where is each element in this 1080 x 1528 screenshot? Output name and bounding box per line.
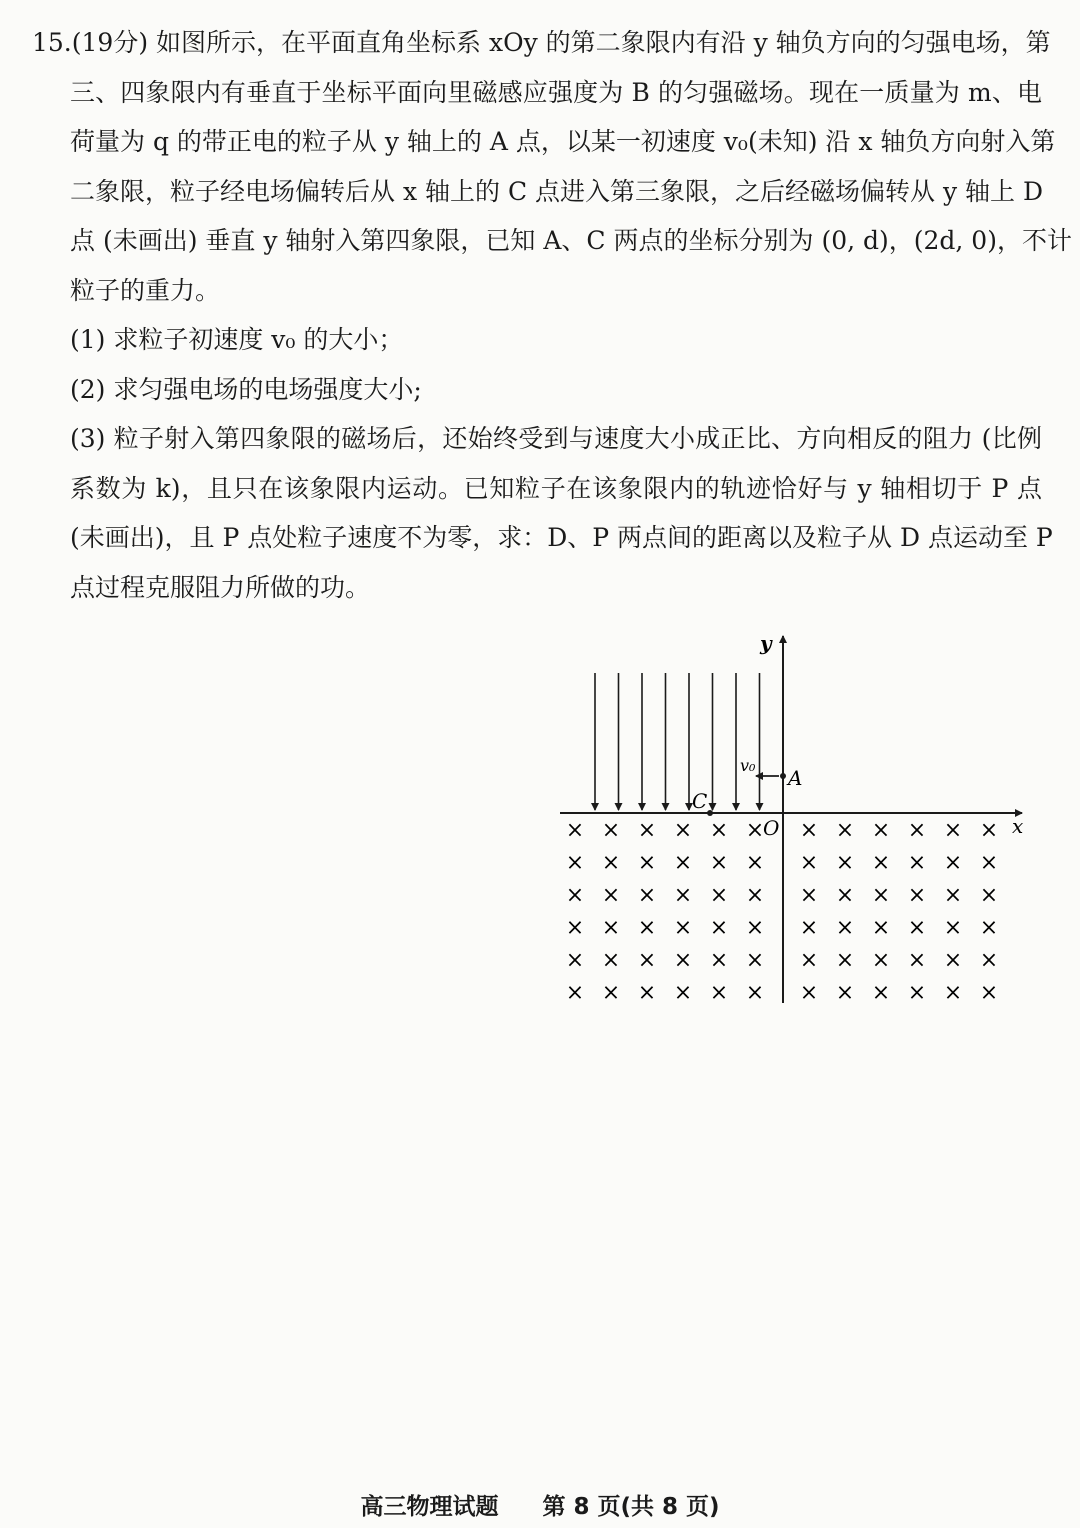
physics-figure [550,628,1040,1008]
bfield-cross-mark: × [871,850,891,876]
question-line-3: 荷量为 q 的带正电的粒子从 y 轴上的 A 点，以某一初速度 v₀(未知) 沿 x 轴负方向射入第 [70,127,1056,156]
point-c-label: C [692,789,708,813]
bfield-cross-mark: × [565,818,585,843]
question-line-1 [32,18,1051,68]
bfield-cross-mark: × [979,948,999,973]
bfield-cross-mark: × [637,915,657,941]
bfield-cross-mark: × [943,850,963,876]
bfield-cross-mark: × [709,850,729,876]
bfield-cross-mark: × [565,980,585,1006]
sub-question-3-line: (未画出)，且 P 点处粒子速度不为零，求：D、P 两点间的距离以及粒子从 D 点运动至 P [70,523,1053,552]
velocity-label: v₀ [740,756,756,775]
question-score: (19分) [71,28,149,57]
bfield-cross-mark: × [871,915,891,941]
bfield-cross-mark: × [835,850,855,876]
bfield-cross-mark: × [979,980,999,1006]
bfield-cross-mark: × [907,915,927,941]
coordinate-diagram [550,628,1040,1008]
bfield-cross-mark: × [565,883,585,908]
question-line-4: 二象限，粒子经电场偏转后从 x 轴上的 C 点进入第三象限，之后经磁场偏转从 y 轴上 D [70,176,1044,206]
bfield-cross-mark: × [673,883,693,908]
question-line-5: 点 (未画出) 垂直 y 轴射入第四象限，已知 A、C 两点的坐标分别为 (0, d)，(2d, 0)，不计 [70,226,1072,255]
bfield-cross-mark: × [745,980,765,1006]
bfield-cross-mark: × [979,850,999,876]
bfield-cross-mark: × [601,948,621,973]
footer-subject: 高三物理试题 [360,1494,499,1520]
bfield-cross-mark: × [565,948,585,973]
electric-field-lines [595,673,760,810]
bfield-cross-mark: × [943,948,963,973]
bfield-cross-mark: × [673,980,693,1006]
y-axis-label: y [760,631,772,655]
bfield-cross-mark: × [835,980,855,1006]
bfield-cross-mark: × [673,948,693,973]
question-text-line: 如图所示，在平面直角坐标系 xOy 的第二象限内有沿 y 轴负方向的匀强电场，第 [156,28,1051,57]
bfield-cross-mark: × [673,850,693,876]
bfield-cross-mark: × [871,818,891,843]
origin-label: O [763,816,780,840]
point-a [780,773,786,779]
bfield-cross-mark: × [907,980,927,1006]
bfield-cross-mark: × [745,818,765,843]
bfield-cross-mark: × [799,883,819,908]
bfield-cross-mark: × [601,883,621,908]
bfield-cross-mark: × [871,980,891,1006]
bfield-cross-mark: × [907,818,927,843]
sub-question-2: (2) 求匀强电场的电场强度大小; [70,374,422,404]
x-axis-label: x [1012,814,1024,838]
bfield-cross-mark: × [907,850,927,876]
bfield-cross-mark: × [637,948,657,973]
bfield-cross-mark: × [835,948,855,973]
bfield-cross-mark: × [943,818,963,843]
bfield-cross-mark: × [601,818,621,843]
sub-question-3-line: 系数为 k)，且只在该象限内运动。已知粒子在该象限内的轨迹恰好与 y 轴相切于 P 点 [70,473,1042,503]
bfield-cross-mark: × [907,883,927,908]
point-a-label: A [788,766,803,790]
question-line-6: 粒子的重力。 [70,275,221,305]
bfield-cross-mark: × [745,915,765,941]
sub-question-1: (1) 求粒子初速度 v₀ 的大小； [70,325,404,354]
bfield-cross-mark: × [709,818,729,843]
bfield-cross-mark: × [799,948,819,973]
bfield-cross-mark: × [871,883,891,908]
bfield-cross-mark: × [799,850,819,876]
bfield-cross-mark: × [943,980,963,1006]
bfield-cross-mark: × [745,850,765,876]
bfield-cross-mark: × [709,948,729,973]
question-15 [32,18,1072,612]
bfield-cross-mark: × [637,883,657,908]
footer-page-number: 第 8 页(共 8 页) [542,1494,720,1520]
sub-question-3-line: (3) 粒子射入第四象限的磁场后，还始终受到与速度大小成正比、方向相反的阻力 (比例 [70,424,1042,453]
bfield-cross-mark: × [799,915,819,941]
bfield-cross-mark: × [709,915,729,941]
point-c [707,810,713,816]
bfield-cross-mark: × [979,915,999,941]
bfield-cross-mark: × [601,980,621,1006]
bfield-cross-mark: × [871,948,891,973]
page-footer [0,1488,1080,1521]
bfield-cross-mark: × [637,818,657,843]
bfield-cross-mark: × [979,883,999,908]
bfield-cross-mark: × [835,883,855,908]
bfield-cross-mark: × [601,915,621,941]
bfield-cross-mark: × [565,915,585,941]
bfield-cross-mark: × [907,948,927,973]
bfield-cross-mark: × [943,883,963,908]
question-line-2: 三、四象限内有垂直于坐标平面向里磁感应强度为 B 的匀强磁场。现在一质量为 m、电 [70,77,1042,107]
bfield-cross-mark: × [709,980,729,1006]
bfield-cross-mark: × [709,883,729,908]
sub-question-3 [32,414,1053,612]
bfield-cross-mark: × [979,818,999,843]
bfield-cross-mark: × [673,818,693,843]
bfield-cross-mark: × [745,948,765,973]
sub-question-3-line: 点过程克服阻力所做的功。 [70,572,371,602]
question-number: 15. [32,28,72,57]
bfield-cross-mark: × [601,850,621,876]
bfield-cross-mark: × [565,850,585,876]
bfield-cross-mark: × [835,818,855,843]
bfield-cross-mark: × [673,915,693,941]
bfield-cross-mark: × [835,915,855,941]
bfield-cross-mark: × [799,818,819,843]
bfield-cross-mark: × [637,980,657,1006]
bfield-cross-mark: × [943,915,963,941]
bfield-cross-mark: × [745,883,765,908]
bfield-cross-mark: × [637,850,657,876]
bfield-cross-mark: × [799,980,819,1006]
